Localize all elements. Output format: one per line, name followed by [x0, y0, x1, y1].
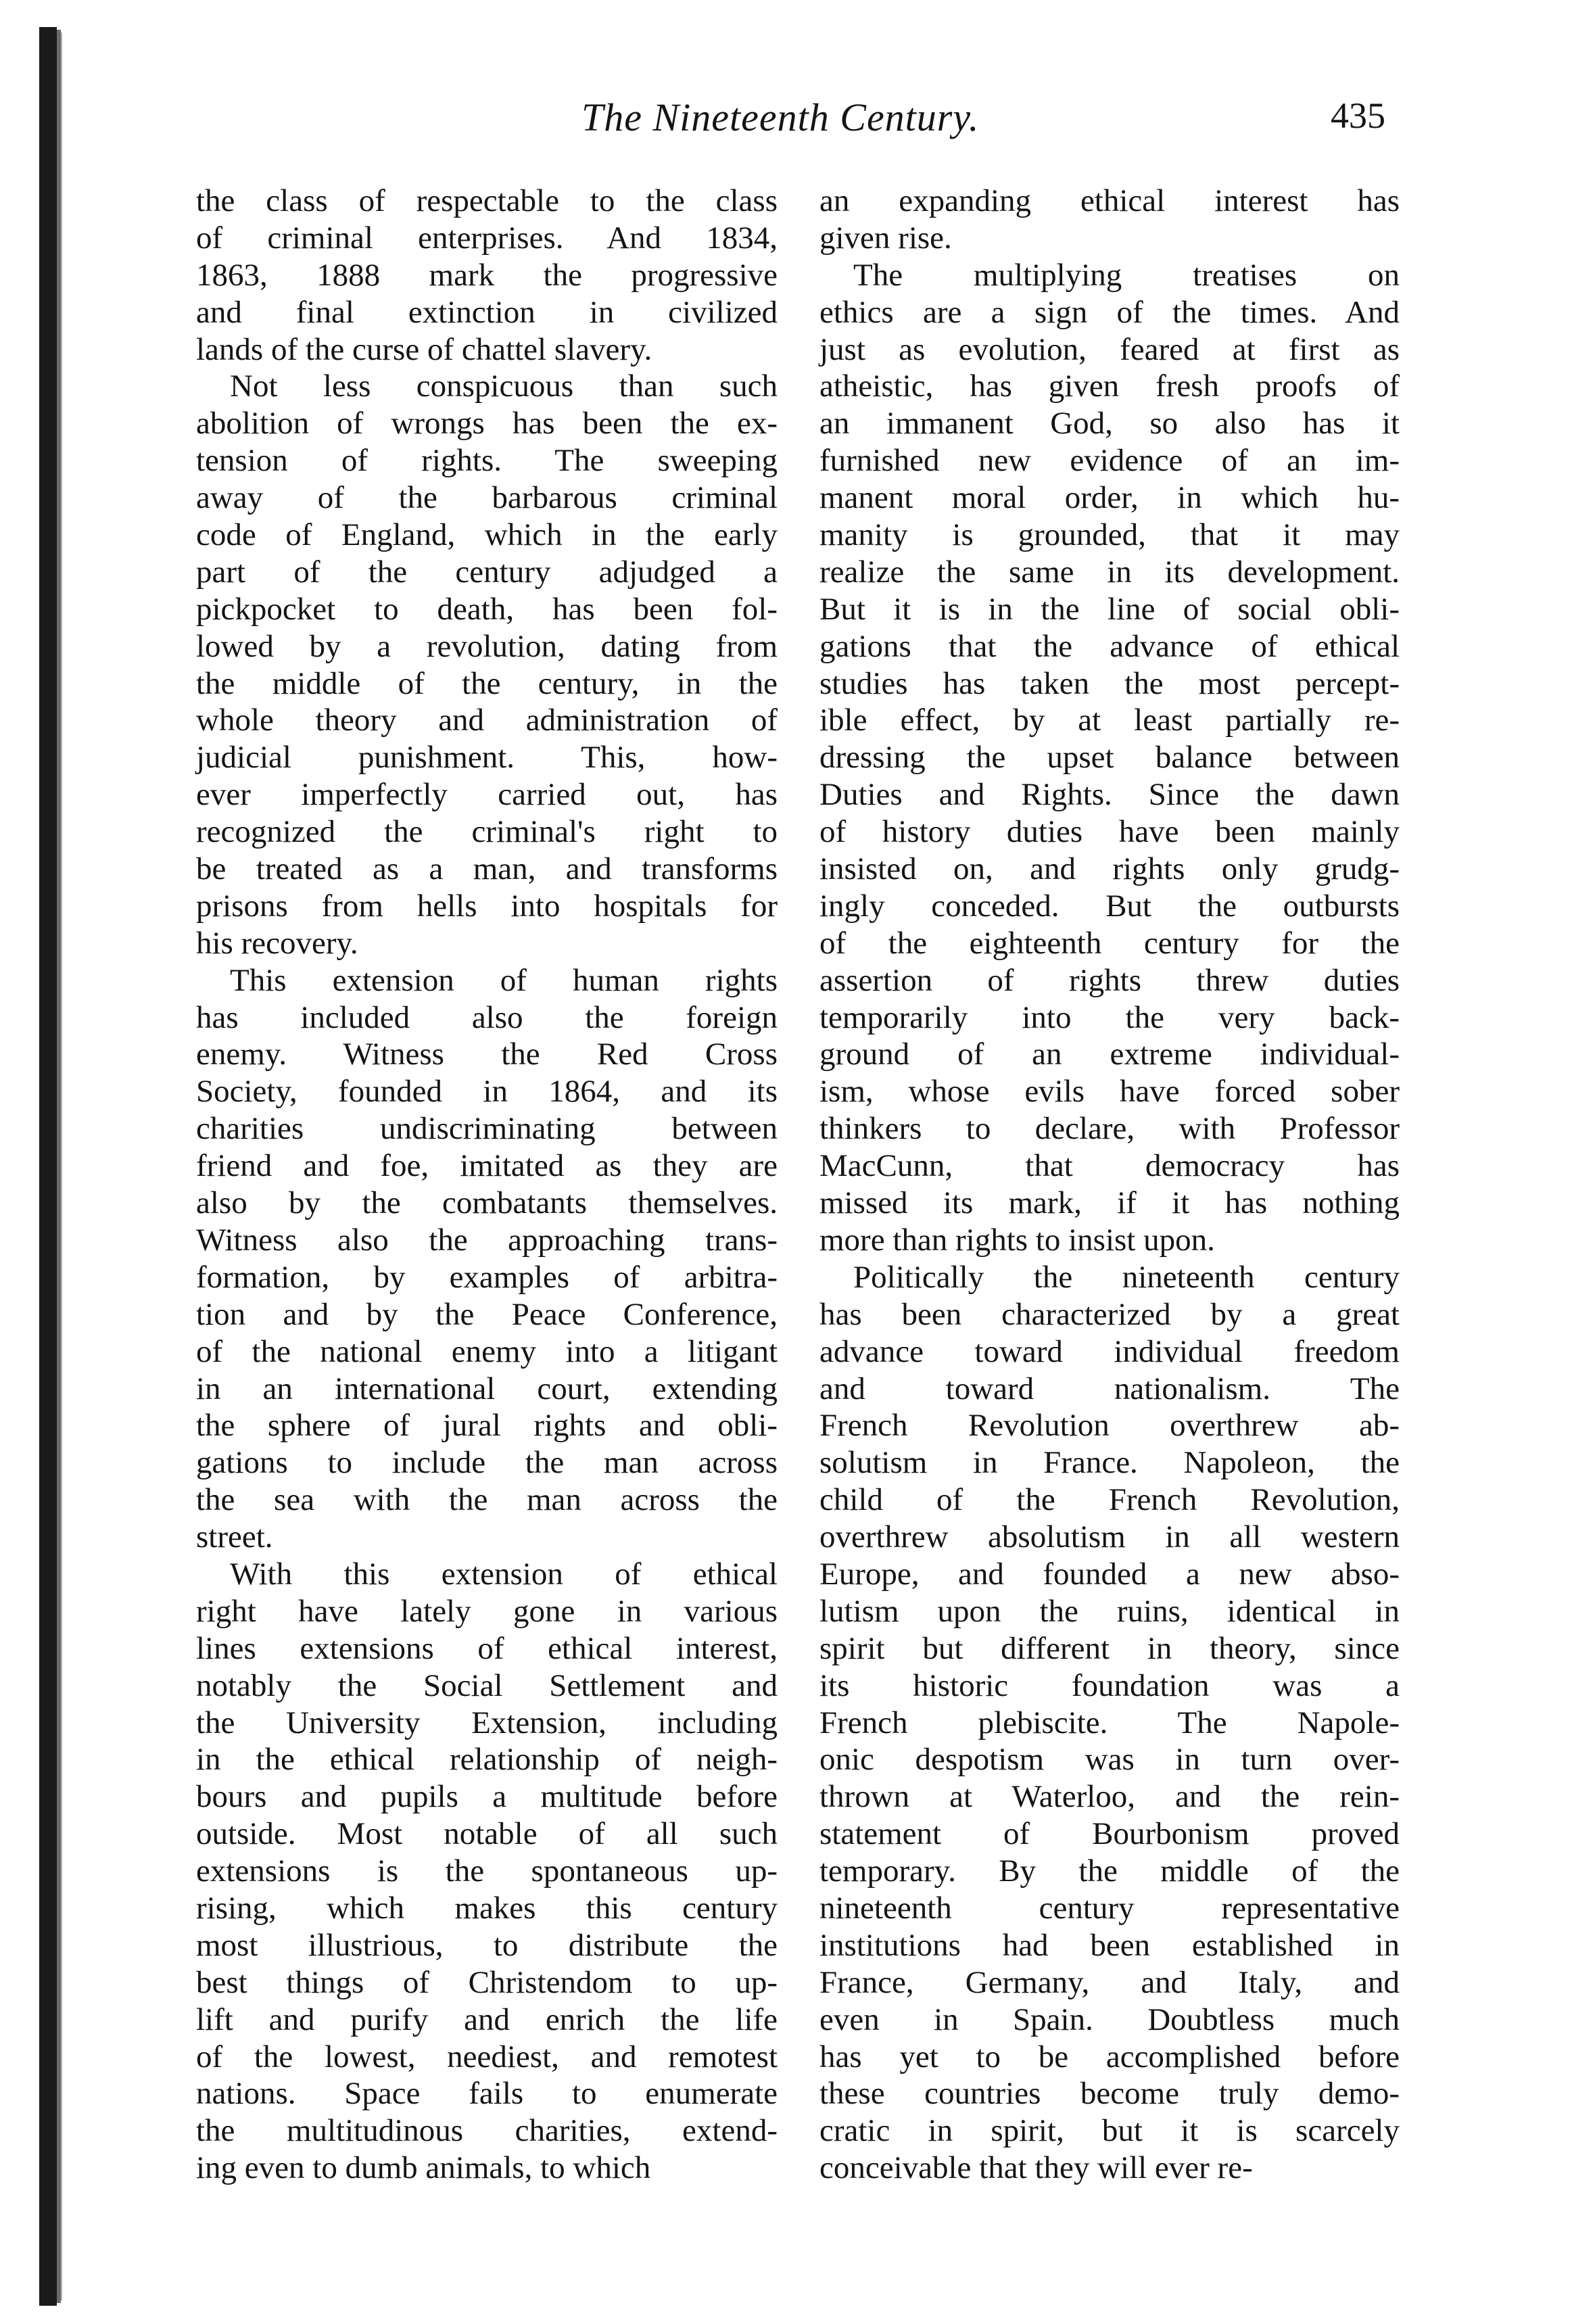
text-line: be treated as a man, and transforms [196, 851, 778, 887]
text-line: friend and foe, imitated as they are [196, 1148, 778, 1184]
text-line: advance toward individual freedom [819, 1333, 1400, 1369]
text-line: cratic in spirit, but it is scarcely [819, 2113, 1400, 2149]
text-line: tion and by the Peace Conference, [196, 1296, 778, 1332]
text-line: in the ethical relationship of neigh- [196, 1742, 778, 1778]
running-title: The Nineteenth Century. [581, 95, 980, 139]
text-line: formation, by examples of arbitra- [196, 1259, 778, 1295]
text-line: lift and purify and enrich the life [196, 2001, 778, 2037]
text-line: French plebiscite. The Napole- [819, 1705, 1400, 1740]
text-line: tension of rights. The sweeping [196, 443, 778, 479]
text-line: conceivable that they will ever re- [819, 2150, 1253, 2186]
text-line: part of the century adjudged a [196, 554, 778, 590]
text-line: studies has taken the most percept- [819, 665, 1400, 701]
text-line: institutions had been established in [819, 1927, 1400, 1963]
text-line: missed its mark, if it has nothing [819, 1185, 1400, 1221]
text-line: judicial punishment. This, how- [196, 740, 778, 776]
text-line: ing even to dumb animals, to which [196, 2150, 651, 2186]
text-line: gations to include the man across [196, 1445, 778, 1481]
text-line: more than rights to insist upon. [819, 1222, 1215, 1258]
text-line: dressing the upset balance between [819, 740, 1400, 776]
text-line: lines extensions of ethical interest, [196, 1630, 778, 1666]
text-line: of the eighteenth century for the [819, 925, 1400, 961]
text-column-right [819, 183, 1400, 2187]
text-line: 1863, 1888 mark the progressive [196, 257, 778, 293]
text-line: ground of an extreme individual- [819, 1037, 1400, 1072]
text-line: Duties and Rights. Since the dawn [819, 777, 1400, 813]
text-line: nineteenth century representative [819, 1890, 1400, 1926]
text-line: also by the combatants themselves. [196, 1185, 778, 1221]
text-line: pickpocket to death, has been fol- [196, 591, 778, 627]
text-line: code of England, which in the early [196, 517, 778, 553]
text-line: of the lowest, neediest, and remotest [196, 2039, 778, 2074]
text-line: an expanding ethical interest has [819, 183, 1400, 218]
text-line: of the national enemy into a litigant [196, 1333, 778, 1369]
text-line: the middle of the century, in the [196, 665, 778, 701]
running-head [0, 95, 1595, 156]
text-line: ever imperfectly carried out, has [196, 777, 778, 813]
text-line: thrown at Waterloo, and the rein- [819, 1779, 1400, 1815]
text-line: The multiplying treatises on [853, 257, 1400, 293]
text-line: given rise. [819, 220, 952, 256]
text-line: overthrew absolutism in all western [819, 1519, 1400, 1555]
text-line: ingly conceded. But the outbursts [819, 888, 1400, 924]
text-line: and toward nationalism. The [819, 1371, 1400, 1406]
text-line: ism, whose evils have forced sober [819, 1074, 1400, 1110]
text-line: has been characterized by a great [819, 1296, 1400, 1332]
page-binding-edge [39, 27, 57, 2306]
text-line: the multitudinous charities, extend- [196, 2113, 778, 2149]
text-line: manity is grounded, that it may [819, 517, 1400, 553]
text-line: outside. Most notable of all such [196, 1816, 778, 1852]
text-line: nations. Space fails to enumerate [196, 2076, 778, 2112]
text-line: the sea with the man across the [196, 1482, 778, 1518]
text-line: spirit but different in theory, since [819, 1630, 1400, 1666]
text-line: recognized the criminal's right to [196, 814, 778, 850]
text-line: Society, founded in 1864, and its [196, 1074, 778, 1110]
text-line: ethics are a sign of the times. And [819, 294, 1400, 330]
text-line: has included also the foreign [196, 999, 778, 1035]
text-line: atheistic, has given fresh proofs of [819, 369, 1400, 404]
text-line: of history duties have been mainly [819, 814, 1400, 850]
text-line: the sphere of jural rights and obli- [196, 1408, 778, 1444]
text-line: realize the same in its development. [819, 554, 1400, 590]
text-line: just as evolution, feared at first as [819, 331, 1400, 367]
text-line: right have lately gone in various [196, 1593, 778, 1629]
text-line: in an international court, extending [196, 1371, 778, 1406]
text-line: gations that the advance of ethical [819, 628, 1400, 664]
text-line: even in Spain. Doubtless much [819, 2001, 1400, 2037]
text-line: furnished new evidence of an im- [819, 443, 1400, 479]
text-line: most illustrious, to distribute the [196, 1927, 778, 1963]
text-line: solutism in France. Napoleon, the [819, 1445, 1400, 1481]
text-line: This extension of human rights [230, 962, 778, 998]
text-line: its historic foundation was a [819, 1667, 1400, 1703]
text-line: temporarily into the very back- [819, 999, 1400, 1035]
text-line: But it is in the line of social obli- [819, 591, 1400, 627]
text-line: his recovery. [196, 925, 358, 961]
text-line: With this extension of ethical [230, 1556, 778, 1592]
text-line: lutism upon the ruins, identical in [819, 1593, 1400, 1629]
text-line: has yet to be accomplished before [819, 2039, 1400, 2074]
text-line: charities undiscriminating between [196, 1111, 778, 1147]
text-line: notably the Social Settlement and [196, 1667, 778, 1703]
text-line: statement of Bourbonism proved [819, 1816, 1400, 1852]
text-line: onic despotism was in turn over- [819, 1742, 1400, 1778]
text-line: temporary. By the middle of the [819, 1853, 1400, 1889]
text-line: lands of the curse of chattel slavery. [196, 331, 652, 367]
text-line: of criminal enterprises. And 1834, [196, 220, 778, 256]
text-line: street. [196, 1519, 273, 1555]
text-line: extensions is the spontaneous up- [196, 1853, 778, 1889]
text-line: rising, which makes this century [196, 1890, 778, 1926]
text-line: and final extinction in civilized [196, 294, 778, 330]
text-line: France, Germany, and Italy, and [819, 1964, 1400, 2000]
text-line: enemy. Witness the Red Cross [196, 1037, 778, 1072]
text-line: Politically the nineteenth century [853, 1259, 1400, 1295]
text-line: these countries become truly demo- [819, 2076, 1400, 2112]
text-line: MacCunn, that democracy has [819, 1148, 1400, 1184]
text-line: Not less conspicuous than such [230, 369, 778, 404]
text-line: Europe, and founded a new abso- [819, 1556, 1400, 1592]
text-line: an immanent God, so also has it [819, 406, 1400, 442]
text-line: abolition of wrongs has been the ex- [196, 406, 778, 442]
text-line: whole theory and administration of [196, 703, 778, 738]
text-column-left [196, 183, 778, 2187]
text-line: away of the barbarous criminal [196, 480, 778, 516]
text-line: Witness also the approaching trans- [196, 1222, 778, 1258]
text-line: best things of Christendom to up- [196, 1964, 778, 2000]
text-line: French Revolution overthrew ab- [819, 1408, 1400, 1444]
text-line: manent moral order, in which hu- [819, 480, 1400, 516]
text-line: assertion of rights threw duties [819, 962, 1400, 998]
text-line: prisons from hells into hospitals for [196, 888, 778, 924]
text-line: ible effect, by at least partially re- [819, 703, 1400, 738]
text-line: thinkers to declare, with Professor [819, 1111, 1400, 1147]
page-number: 435 [1331, 95, 1385, 136]
text-line: the class of respectable to the class [196, 183, 778, 218]
text-line: insisted on, and rights only grudg- [819, 851, 1400, 887]
text-line: lowed by a revolution, dating from [196, 628, 778, 664]
text-line: child of the French Revolution, [819, 1482, 1400, 1518]
text-line: bours and pupils a multitude before [196, 1779, 778, 1815]
text-line: the University Extension, including [196, 1705, 778, 1740]
